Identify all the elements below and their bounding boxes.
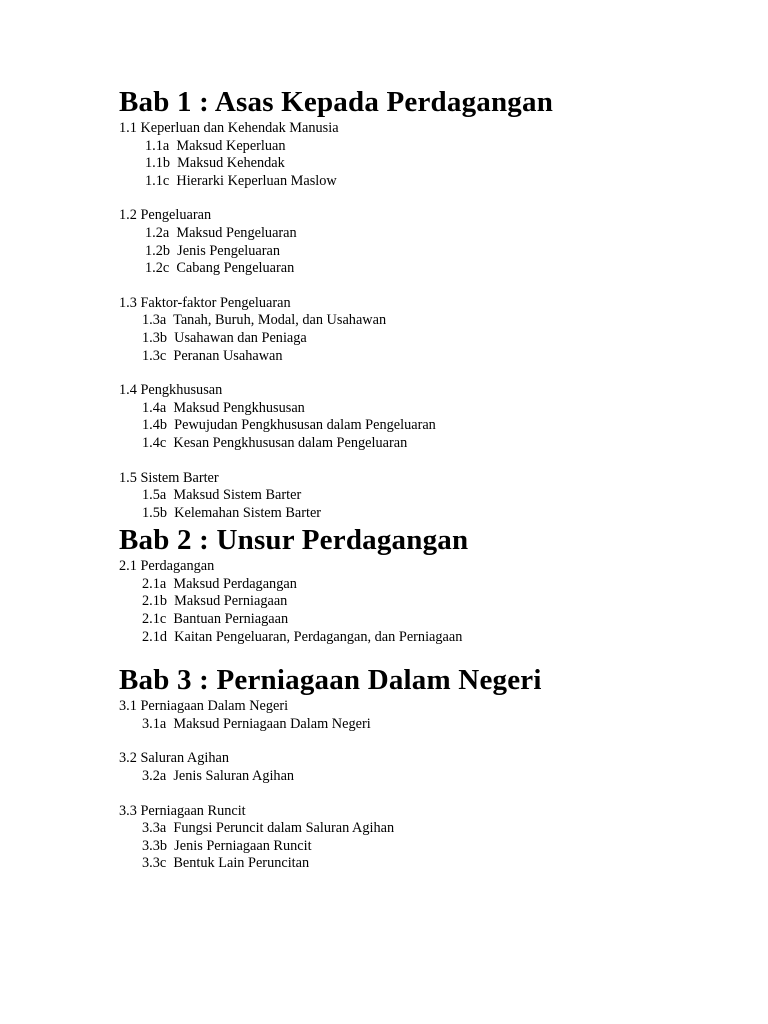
section-heading: 1.4 Pengkhususan [119,382,223,399]
section-heading: 1.1 Keperluan dan Kehendak Manusia [119,120,339,136]
section-item: 3.2a Jenis Saluran Agihan [142,768,295,785]
section-item: 1.3b Usahawan dan Peniaga [142,329,307,346]
section-heading: 3.2 Saluran Agihan [119,750,229,767]
section [119,207,739,277]
section-item: 2.1a Maksud Perdagangan [142,575,297,592]
section-item: 3.3a Fungsi Peruncit dalam Saluran Agihan [142,820,395,837]
section [119,698,739,733]
section-heading: 1.5 Sistem Barter [119,469,219,486]
section [119,382,739,452]
section-item: 3.3c Bentuk Lain Peruncitan [142,855,310,872]
section [119,295,739,365]
section-item: 1.2c Cabang Pengeluaran [145,260,295,277]
chapter-title: Bab 3 : Perniagaan Dalam Negeri [119,664,542,697]
section [119,120,739,190]
chapter-title: Bab 2 : Unsur Perdagangan [119,524,469,557]
section-item: 1.4b Pewujudan Pengkhususan dalam Pengeluaran [142,417,436,434]
section-item: 2.1b Maksud Perniagaan [142,593,288,610]
section-item: 1.2b Jenis Pengeluaran [145,242,280,259]
section-heading: 1.3 Faktor-faktor Pengeluaran [119,294,291,311]
section-item: 1.2a Maksud Pengeluaran [145,224,297,241]
section [119,750,739,785]
section-item: 1.5a Maksud Sistem Barter [142,487,302,504]
section-item: 1.1c Hierarki Keperluan Maslow [145,172,337,189]
section-heading: 3.1 Perniagaan Dalam Negeri [119,698,289,715]
section-item: 2.1c Bantuan Perniagaan [142,611,289,628]
section-heading: 1.2 Pengeluaran [119,207,212,224]
section-item: 1.1a Maksud Keperluan [145,137,286,154]
document-page [119,84,739,873]
section [119,470,739,523]
section-item: 1.3a Tanah, Buruh, Modal, dan Usahawan [142,312,387,329]
section-heading: 2.1 Perdagangan [119,558,215,575]
section [119,558,739,646]
section [119,803,739,873]
section-heading: 3.3 Perniagaan Runcit [119,802,246,819]
section-item: 3.3b Jenis Perniagaan Runcit [142,837,312,854]
section-item: 2.1d Kaitan Pengeluaran, Perdagangan, dan Perniagaan [142,628,463,645]
chapter-title: Bab 1 : Asas Kepada Perdagangan [119,86,554,118]
section-item: 1.1b Maksud Kehendak [145,155,285,172]
section-item: 1.3c Peranan Usahawan [142,347,283,364]
section-item: 1.5b Kelemahan Sistem Barter [142,504,322,521]
section-item: 1.4c Kesan Pengkhususan dalam Pengeluaran [142,434,408,451]
section-item: 3.1a Maksud Perniagaan Dalam Negeri [142,715,371,732]
section-item: 1.4a Maksud Pengkhususan [142,399,305,416]
